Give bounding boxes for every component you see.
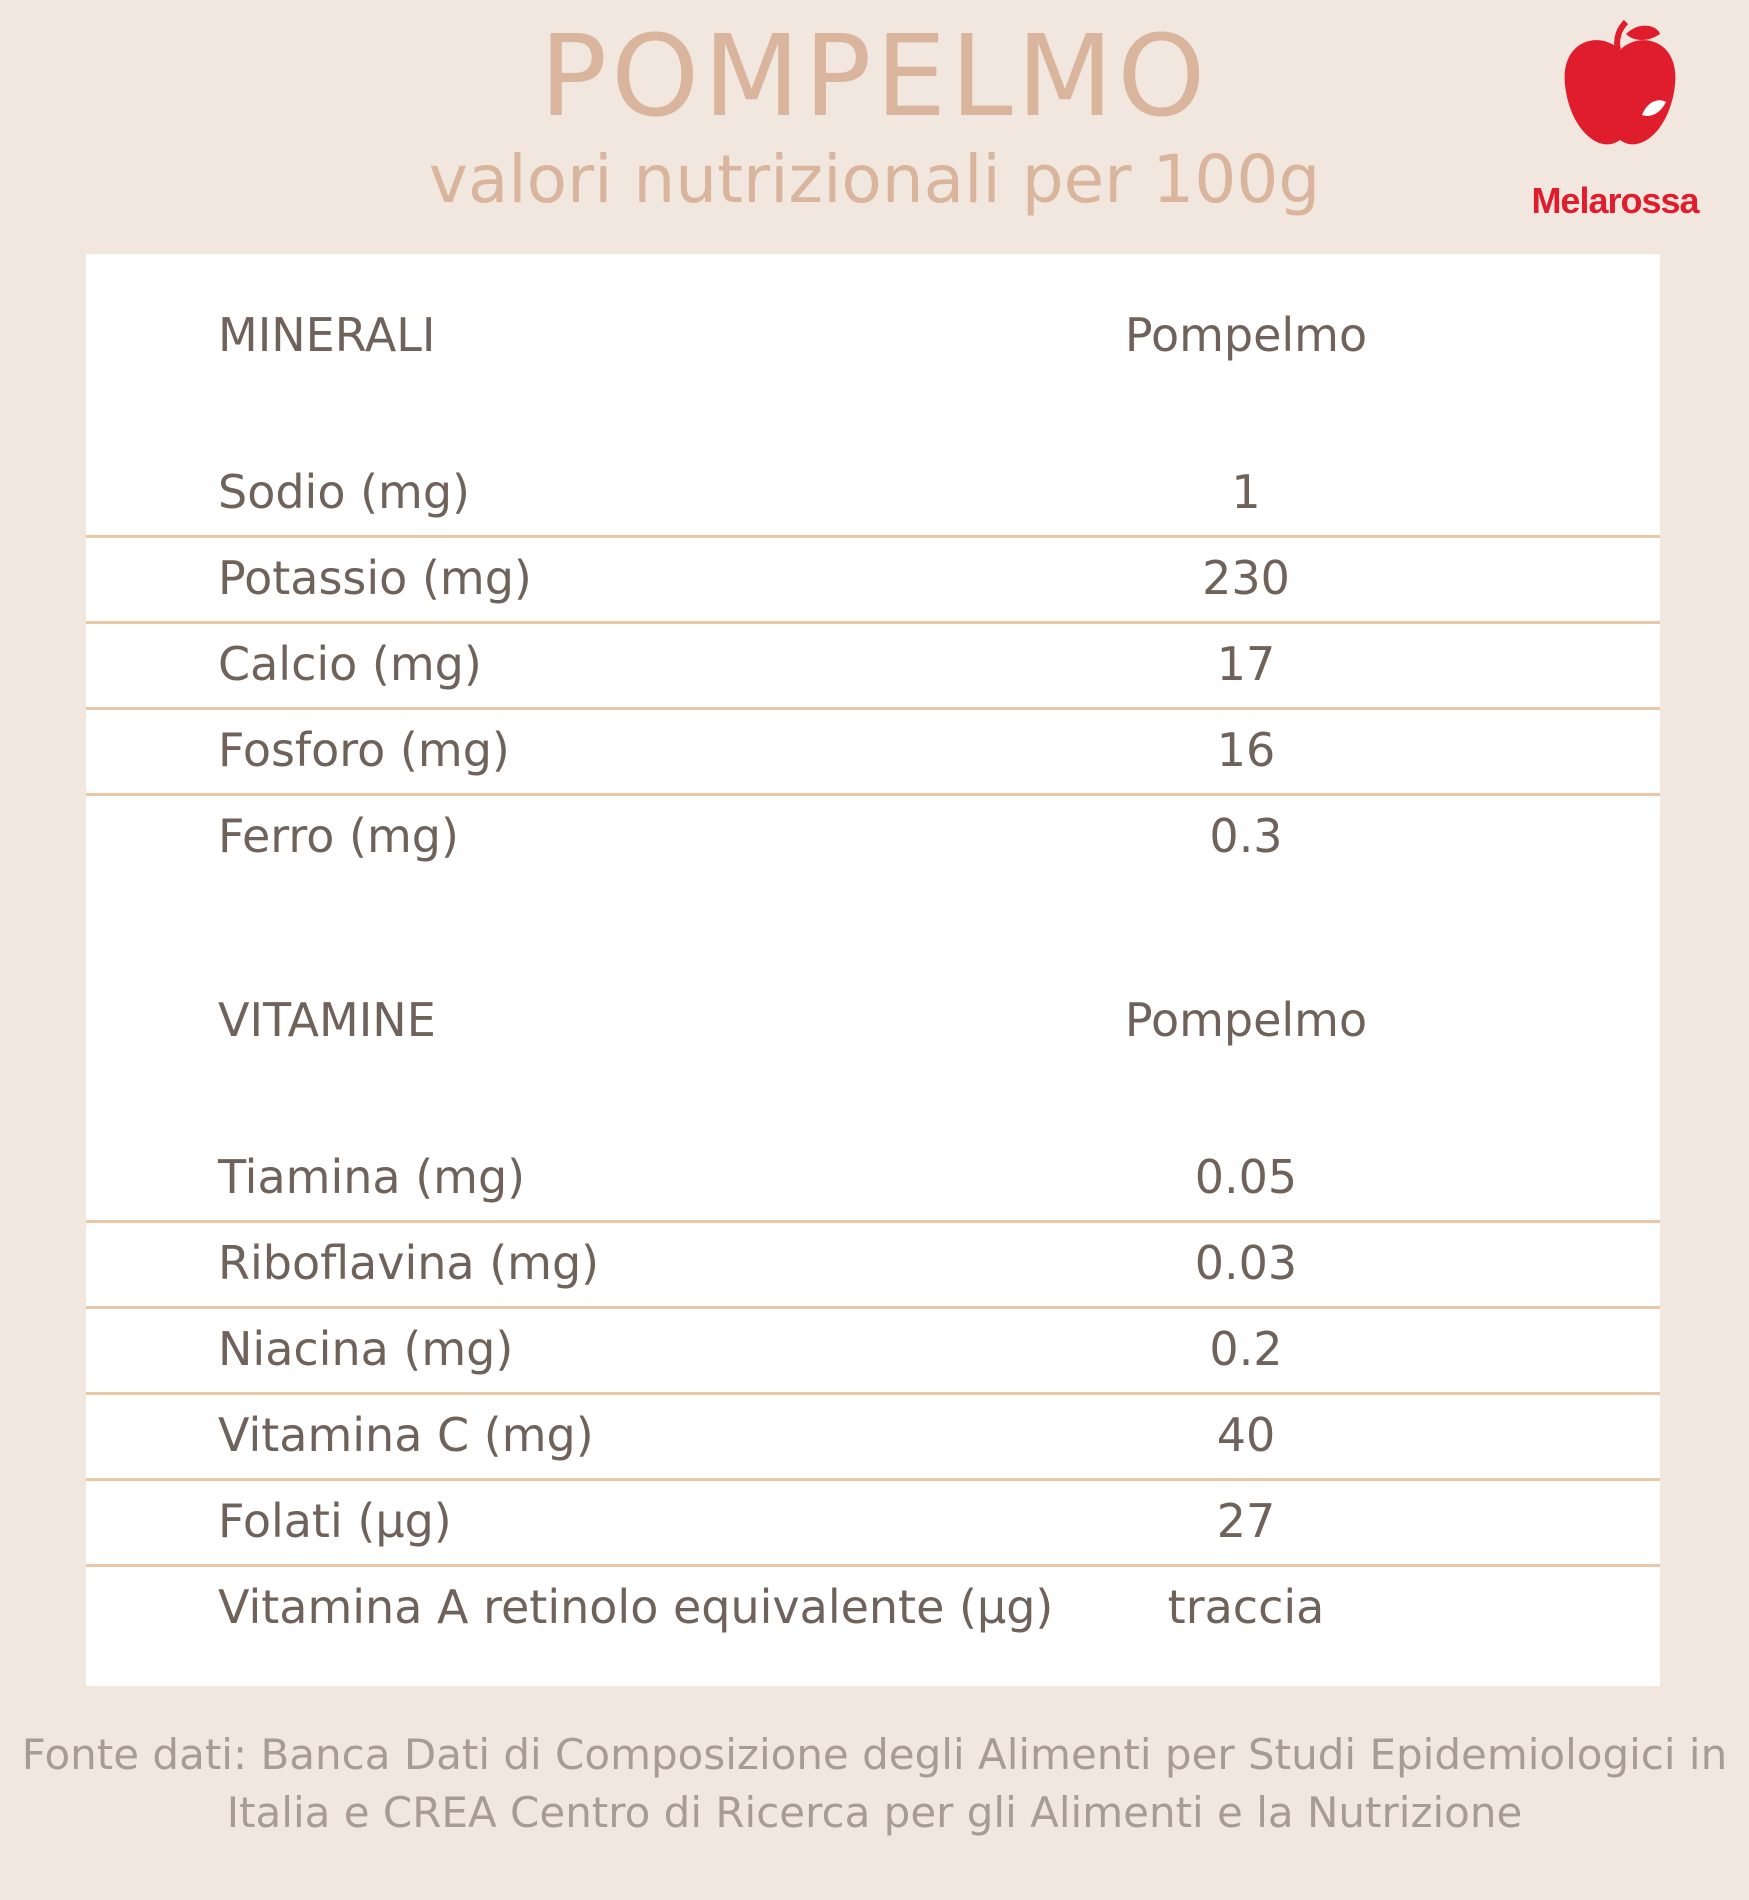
row-name: Sodio (mg) bbox=[218, 465, 470, 519]
row-value: 17 bbox=[1216, 637, 1276, 691]
minerals-header-row bbox=[86, 292, 1660, 378]
row-value: 27 bbox=[1216, 1494, 1276, 1548]
source-line-1: Fonte dati: Banca Dati di Composizione degli Alimenti per Studi Epidemiologici in bbox=[21, 1730, 1728, 1779]
row-name: Calcio (mg) bbox=[218, 637, 482, 691]
page-title: POMPELMO bbox=[539, 12, 1210, 142]
row-name: Niacina (mg) bbox=[218, 1322, 514, 1376]
row-value: 0.3 bbox=[1209, 809, 1283, 863]
row-name: Vitamina A retinolo equivalente (µg) bbox=[218, 1580, 1054, 1634]
row-value: 0.03 bbox=[1194, 1236, 1298, 1290]
row-name: Ferro (mg) bbox=[218, 809, 459, 863]
table-row bbox=[86, 621, 1660, 710]
row-value: 16 bbox=[1216, 723, 1276, 777]
row-name: Vitamina C (mg) bbox=[218, 1408, 594, 1462]
table-row bbox=[86, 1478, 1660, 1567]
row-value: 40 bbox=[1216, 1408, 1276, 1462]
vitamins-header-label: VITAMINE bbox=[218, 993, 436, 1047]
table-row bbox=[86, 1564, 1660, 1650]
vitamins-header-row bbox=[86, 977, 1660, 1063]
table-row bbox=[86, 793, 1660, 879]
row-name: Folati (µg) bbox=[218, 1494, 452, 1548]
row-value: 0.05 bbox=[1194, 1150, 1298, 1204]
row-name: Potassio (mg) bbox=[218, 551, 532, 605]
apple-icon bbox=[1560, 20, 1680, 160]
brand-name: Melarossa bbox=[1531, 180, 1699, 221]
row-value: traccia bbox=[1167, 1580, 1325, 1634]
row-name: Riboflavina (mg) bbox=[218, 1236, 600, 1290]
nutrition-table bbox=[86, 254, 1660, 1686]
table-row bbox=[86, 1134, 1660, 1223]
table-row bbox=[86, 1220, 1660, 1309]
row-value: 0.2 bbox=[1209, 1322, 1283, 1376]
table-row bbox=[86, 535, 1660, 624]
table-row bbox=[86, 1392, 1660, 1481]
vitamins-header-value: Pompelmo bbox=[1124, 993, 1368, 1047]
brand-logo[interactable] bbox=[1520, 20, 1710, 220]
row-value: 230 bbox=[1202, 551, 1290, 605]
source-line-2: Italia e CREA Centro di Ricerca per gli Alimenti e la Nutrizione bbox=[226, 1788, 1523, 1837]
minerals-header-value: Pompelmo bbox=[1124, 308, 1368, 362]
row-value: 1 bbox=[1231, 465, 1261, 519]
table-row bbox=[86, 1306, 1660, 1395]
row-name: Fosforo (mg) bbox=[218, 723, 510, 777]
table-row bbox=[86, 449, 1660, 538]
page-subtitle: valori nutrizionali per 100g bbox=[428, 141, 1321, 218]
table-row bbox=[86, 707, 1660, 796]
source-note bbox=[0, 1726, 1749, 1842]
row-name: Tiamina (mg) bbox=[218, 1150, 526, 1204]
minerals-header-label: MINERALI bbox=[218, 308, 436, 362]
